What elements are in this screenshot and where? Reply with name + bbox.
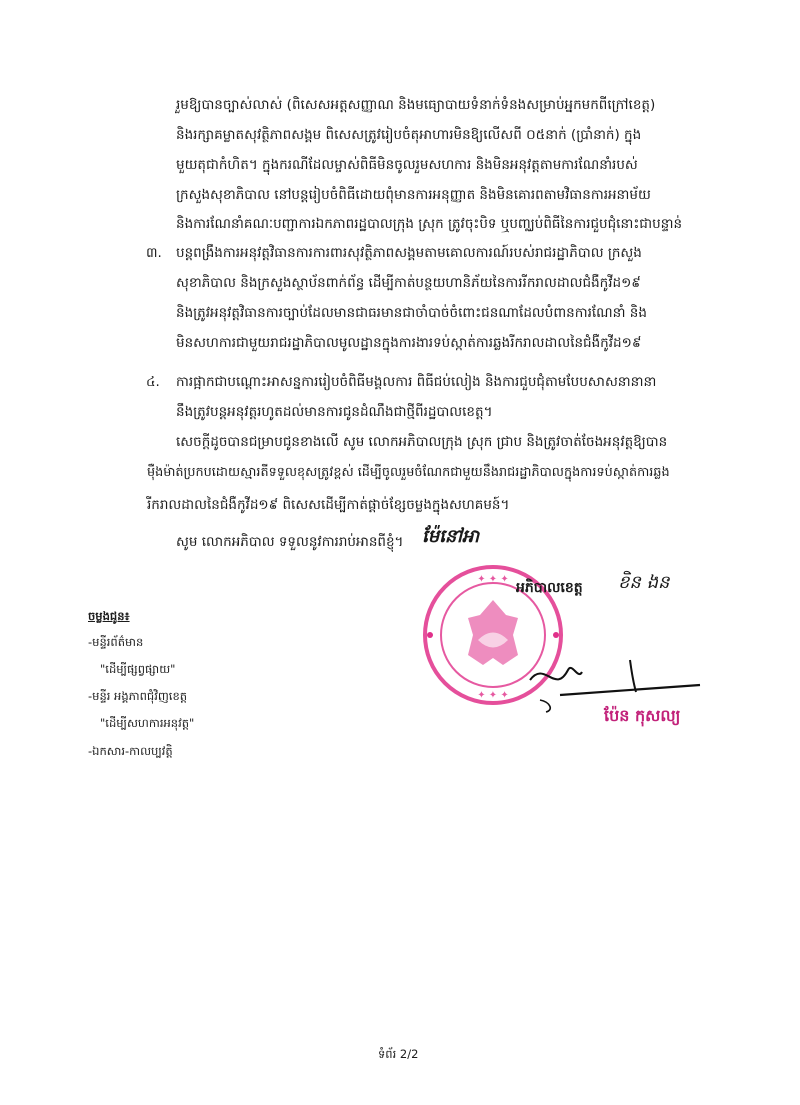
cc-item: -មន្ទីរព័ត៌មាន	[88, 635, 144, 649]
item-line: និងត្រូវអនុវត្តវិធានការច្បាប់ដែលមានជាធរមានជាចាំបាច់ចំពោះជនណាដែលបំពានការណែនាំ និង	[176, 305, 647, 321]
item-line: សុខាភិបាល និងក្រសួងស្ថាប័នពាក់ព័ន្ធ ដើម្បីកាត់បន្ថយហានិភ័យនៃការរីករាលដាលជំងឺកូវីដ១៩	[176, 275, 641, 291]
salutation-handwriting: ម៉ែនៅអា	[422, 526, 480, 547]
svg-text:✦ ✦ ✦: ✦ ✦ ✦	[477, 574, 509, 585]
salutation: សូម លោកអភិបាល ទទួលនូវការរាប់អានពីខ្ញុំ។	[176, 534, 404, 550]
signer-handwritten-initials: ខិន ងន	[618, 572, 670, 593]
closing-line: ម៉ឺងម៉ាត់ប្រកបដោយស្មារតីទទួលខុសត្រូវខ្ពស់ ដើម្បីចូលរួមចំណែកជាមួយនឹងរាជរដ្ឋាភិបាលក្នុងការទប់ស្កាត់ការឆ្លង	[147, 465, 670, 480]
item-line: ការផ្អាកជាបណ្ដោះអាសន្នការរៀបចំពិធីមង្គលការ ពិធីជប់លៀង និងការជួបជុំតាមបែបសាសនានានា	[176, 374, 657, 390]
item-line: មិនសហការជាមួយរាជរដ្ឋាភិបាលមូលដ្ឋានក្នុងការងារទប់ស្កាត់ការឆ្លងរីករាលដាលនៃជំងឺកូវីដ១៩	[176, 335, 642, 351]
cc-item: -ឯកសារ-កាលប្បវត្តិ	[88, 744, 173, 758]
paragraph-line: ក្រសួងសុខាភិបាល នៅបន្តរៀបចំពិធីដោយពុំមានការអនុញ្ញាត និងមិនគោរពតាមវិធានការអនាម័យ	[176, 187, 651, 203]
signer-title: អភិបាលខេត្ត	[516, 580, 583, 596]
cc-item: "ដើម្បីផ្សព្វផ្សាយ"	[100, 662, 176, 676]
paragraph-line: និងការណែនាំគណៈបញ្ជាការឯកភាពរដ្ឋបាលក្រុង ស្រុក ត្រូវចុះបិទ ឬបញ្ឈប់ពិធីនៃការជួបជុំនោះជាបន្ទាន់	[176, 216, 683, 232]
cc-item: -មន្ទីរ អង្គភាពជុំវិញខេត្ត	[88, 689, 188, 703]
paragraph-line: និងរក្សាគម្លាតសុវត្ថិភាពសង្គម ពិសេសត្រូវរៀបចំតុអាហារមិនឱ្យលើសពី ០៥នាក់ (ប្រាំនាក់) ក្នុង	[176, 127, 642, 143]
cc-heading: ចម្លងជូន៖	[88, 609, 130, 623]
item-line: បន្តពង្រឹងការអនុវត្តវិធានការការពារសុវត្ថិភាពសង្គមតាមគោលការណ៍របស់រាជរដ្ឋាភិបាល ក្រសួង	[176, 245, 642, 261]
item-number: ៤.	[146, 374, 160, 390]
item-number: ៣.	[146, 245, 162, 261]
cc-item: "ដើម្បីសហការអនុវត្ត"	[100, 716, 195, 730]
svg-text:✦ ✦ ✦: ✦ ✦ ✦	[477, 690, 509, 701]
paragraph-line: រួមឱ្យបានច្បាស់លាស់ (ពិសេសអត្តសញ្ញាណ និងមធ្យោបាយទំនាក់ទំនងសម្រាប់អ្នកមកពីក្រៅខេត្ត)	[176, 97, 656, 113]
item-line: នឹងត្រូវបន្តអនុវត្តរហូតដល់មានការជូនដំណឹងជាថ្មីពីរដ្ឋបាលខេត្ត។	[176, 404, 493, 420]
closing-line: សេចក្ដីដូចបានជម្រាបជូនខាងលើ សូម លោកអភិបាលក្រុង ស្រុក ជ្រាប និងត្រូវចាត់ចែងអនុវត្តឱ្យបាន	[176, 434, 668, 450]
page-number: ទំព័រ 2/2	[378, 1047, 419, 1061]
signer-name: ប៉ែន កុសល្យ	[604, 706, 681, 725]
paragraph-line: មួយតុជាកំហិត។ ក្នុងករណីដែលម្ចាស់ពិធីមិនចូលរួមសហការ និងមិនអនុវត្តតាមការណែនាំរបស់	[176, 157, 638, 173]
closing-line: រីករាលដាលនៃជំងឺកូវីដ១៩ ពិសេសដើម្បីកាត់ផ្ដាច់ខ្សែចម្លងក្នុងសហគមន៍។	[147, 497, 510, 513]
